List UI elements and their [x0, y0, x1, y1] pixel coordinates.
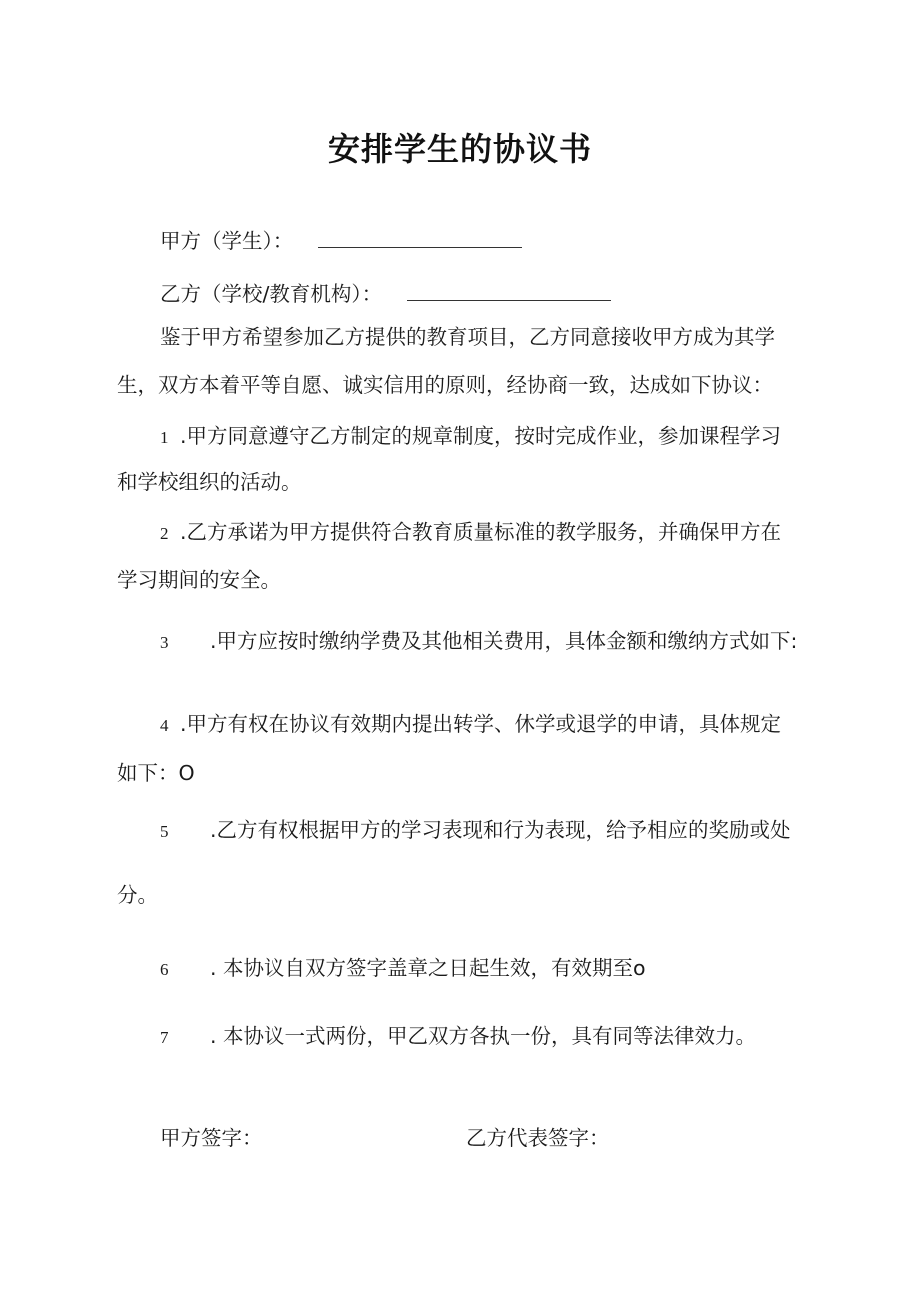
- party-a-label: 甲方（学生）：: [160, 229, 294, 253]
- clause-2-line-1: [160, 517, 781, 549]
- party-b-blank-line[interactable]: [407, 280, 611, 301]
- party-b-row: [160, 279, 611, 309]
- clause-1-line-1: [160, 421, 781, 453]
- clause-4-number: 4: [160, 716, 169, 735]
- signature-party-a: 甲方签字：: [160, 1126, 263, 1150]
- party-a-blank-line[interactable]: [318, 227, 522, 248]
- page-title: 安排学生的协议书: [327, 130, 592, 168]
- clause-4-line-1: [160, 709, 781, 741]
- party-a-row: [160, 226, 522, 256]
- clause-2-number: 2: [160, 524, 169, 543]
- party-b-label: 乙方（学校/教育机构）：: [160, 282, 383, 306]
- clause-1-number: 1: [160, 428, 169, 447]
- intro-line-1: 鉴于甲方希望参加乙方提供的教育项目，乙方同意接收甲方成为其学: [160, 325, 775, 349]
- intro-line-2: 生，双方本着平等自愿、诚实信用的原则，经协商一致，达成如下协议：: [117, 373, 773, 397]
- clause-3-number: 3: [160, 633, 169, 652]
- clause-6-number: 6: [160, 960, 169, 979]
- clause-3-line-1: [160, 626, 797, 658]
- clause-3-text: .甲方应按时缴纳学费及其他相关费用，具体金额和缴纳方式如下:: [210, 629, 798, 653]
- clause-1-text: .甲方同意遵守乙方制定的规章制度，按时完成作业，参加课程学习: [180, 424, 782, 448]
- clause-4-text: .甲方有权在协议有效期内提出转学、休学或退学的申请，具体规定: [180, 712, 782, 736]
- clause-5-text: .乙方有权根据甲方的学习表现和行为表现，给予相应的奖励或处: [210, 818, 791, 842]
- clause-2-text: .乙方承诺为甲方提供符合教育质量标准的教学服务，并确保甲方在: [180, 520, 782, 544]
- clause-2-line-2: 学习期间的安全。: [117, 568, 281, 592]
- clause-5-line-2: 分。: [117, 883, 158, 907]
- signature-party-b: 乙方代表签字：: [466, 1126, 610, 1150]
- clause-6-line-1: [160, 953, 646, 985]
- clause-7-number: 7: [160, 1028, 169, 1047]
- clause-7-line-1: [160, 1021, 756, 1053]
- clause-1-line-2: 和学校组织的活动。: [117, 470, 302, 494]
- clause-4-line-2: 如下：O: [117, 761, 195, 785]
- clause-7-text: . 本协议一式两份，甲乙双方各执一份，具有同等法律效力。: [210, 1024, 757, 1048]
- clause-6-text: . 本协议自双方签字盖章之日起生效，有效期至o: [210, 956, 646, 980]
- clause-5-number: 5: [160, 822, 169, 841]
- clause-5-line-1: [160, 815, 791, 847]
